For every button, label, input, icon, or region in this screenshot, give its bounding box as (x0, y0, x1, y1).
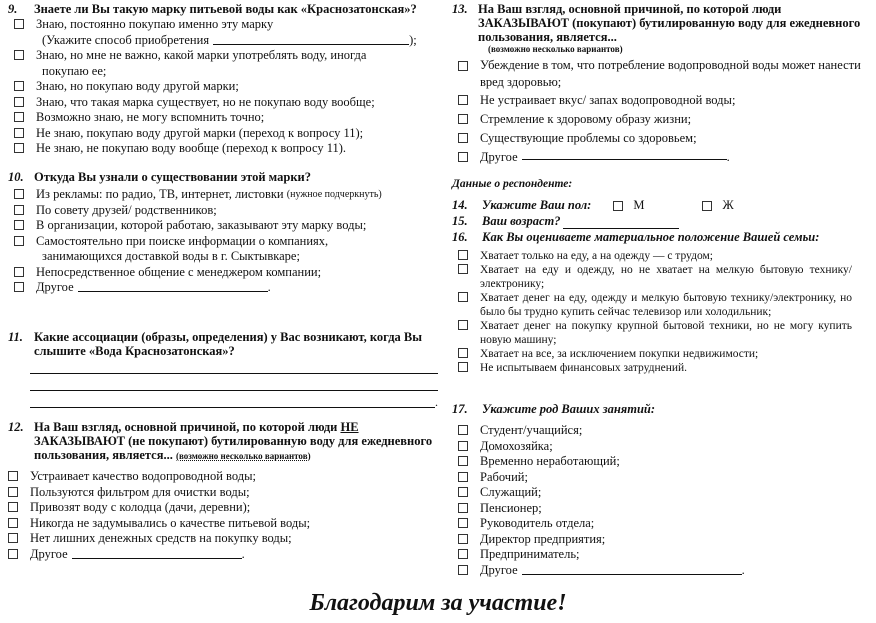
question-number: 10. (8, 170, 24, 184)
checkbox[interactable] (8, 518, 18, 528)
question-17 (452, 402, 852, 578)
question-number: 17. (452, 402, 468, 416)
checkbox-female[interactable] (702, 201, 712, 211)
answer-blank[interactable] (522, 563, 742, 575)
option[interactable]: Не знаю, не покупаю воду вообще (переход к вопросу 11). (8, 141, 438, 157)
option[interactable]: Знаю, но мне не важно, какой марки употреблять воду, иногда (8, 48, 438, 64)
question-title: Знаете ли Вы такую марку питьевой воды как «Краснозатонская»? (34, 2, 417, 16)
checkbox[interactable] (458, 348, 468, 358)
checkbox[interactable] (458, 487, 468, 497)
option[interactable]: Другое . (8, 280, 438, 296)
question-number: 15. (452, 214, 468, 228)
option[interactable]: Предприниматель; (452, 547, 852, 563)
option[interactable]: Знаю, что такая марка существует, но не покупаю воду вообще; (8, 95, 438, 111)
option[interactable]: Рабочий; (452, 470, 852, 486)
question-10: 10. Откуда Вы узнали о существовании этой марки? Из рекламы: по радио, ТВ, интернет, листовки (нужное подчеркнуть) По совету друзей/ родственников; В организации, которой работаю, заказывают эту марку воды; Самостоятельно при поиске информации о компаниях, занимающихся доставкой воды в г. Сыктывкаре; Непосредственное общение с менеджером компании; Другое . (8, 170, 438, 296)
option[interactable]: Пользуются фильтром для очистки воды; (2, 485, 438, 501)
checkbox[interactable] (8, 549, 18, 559)
checkbox[interactable] (14, 19, 24, 29)
checkbox[interactable] (14, 267, 24, 277)
checkbox[interactable] (14, 205, 24, 215)
checkbox[interactable] (14, 97, 24, 107)
question-title: На Ваш взгляд, основной причиной, по которой люди ЗАКАЗЫВАЮТ (покупают) бутилированную воду для ежедневного пользования, является... (478, 2, 861, 44)
question-title: Ваш возраст? (482, 214, 561, 228)
checkbox[interactable] (14, 112, 24, 122)
answer-line[interactable] (30, 378, 438, 391)
option[interactable]: Знаю, постоянно покупаю именно эту марку (8, 17, 438, 33)
question-11: 11. Какие ассоциации (образы, определения) у Вас возникают, когда Вы слышите «Вода Краснозатонская»? . (8, 330, 438, 409)
option[interactable]: Убеждение в том, что потребление водопроводной воды может нанести вред здоровью; (452, 57, 862, 91)
answer-blank[interactable] (213, 33, 409, 45)
option[interactable]: Не устраивает вкус/ запах водопроводной воды; (452, 91, 862, 110)
option[interactable]: Стремление к здоровому образу жизни; (452, 110, 862, 129)
question-16 (452, 230, 852, 375)
checkbox-male[interactable] (613, 201, 623, 211)
option[interactable]: Хватает на еду и одежду, но не хватает на мелкую бытовую технику/электронику; (452, 263, 852, 291)
option[interactable]: Из рекламы: по радио, ТВ, интернет, листовки (нужное подчеркнуть) (8, 187, 438, 203)
question-number: 14. (452, 198, 468, 212)
checkbox[interactable] (458, 534, 468, 544)
checkbox[interactable] (458, 292, 468, 302)
option[interactable]: Знаю, но покупаю воду другой марки; (8, 79, 438, 95)
option[interactable]: Существующие проблемы со здоровьем; (452, 129, 862, 148)
option[interactable]: Хватает денег на покупку крупной бытовой техники, но не могу купить новую машину; (452, 319, 852, 347)
option[interactable]: Хватает на все, за исключением покупки недвижимости; (452, 347, 852, 361)
answer-blank[interactable] (78, 280, 268, 292)
question-15 (452, 214, 679, 229)
note: (возможно несколько вариантов) (488, 44, 623, 54)
question-number: 13. (452, 2, 468, 16)
checkbox[interactable] (458, 61, 468, 71)
checkbox[interactable] (458, 549, 468, 559)
respondent-heading: Данные о респонденте: (452, 178, 573, 190)
checkbox[interactable] (458, 565, 468, 575)
option[interactable]: Руководитель отдела; (452, 516, 852, 532)
option[interactable]: Хватает денег на еду, одежду и мелкую бытовую технику/электронику, но было бы трудно купить сейчас телевизор или холодильник; (452, 291, 852, 319)
question-13 (452, 2, 862, 167)
checkbox[interactable] (458, 472, 468, 482)
answer-blank[interactable] (72, 547, 242, 559)
option[interactable]: Директор предприятия; (452, 532, 852, 548)
checkbox[interactable] (14, 236, 24, 246)
option[interactable]: Никогда не задумывались о качестве питьевой воды; (2, 516, 438, 532)
option[interactable]: Служащий; (452, 485, 852, 501)
answer-line[interactable] (30, 361, 438, 374)
question-number: 16. (452, 230, 468, 244)
question-9: 9. Знаете ли Вы такую марку питьевой воды как «Краснозатонская»? Знаю, постоянно покупаю именно эту марку (Укажите способ приобретения ); Знаю, но мне не важно, какой марки употреблять воду, иногда покупаю ее; Знаю, но покупаю воду другой марки; Знаю, что такая марка существует, но не покупаю воду вообще; Возможно знаю, не могу вспомнить точно; Не знаю, покупаю воду другой марки (переход к вопросу 11); Не знаю, не покупаю воду вообще (переход к вопросу 11). (8, 2, 438, 157)
question-number: 12. (8, 420, 24, 434)
checkbox[interactable] (458, 456, 468, 466)
checkbox[interactable] (14, 220, 24, 230)
option[interactable]: Непосредственное общение с менеджером компании; (8, 265, 438, 281)
thanks-footer: Благодарим за участие! (309, 590, 567, 616)
option[interactable]: Хватает только на еду, а на одежду — с трудом; (452, 249, 852, 263)
option[interactable]: Привозят воду с колодца (дачи, деревни); (2, 500, 438, 516)
note: (возможно несколько вариантов) (176, 451, 311, 461)
question-title: Как Вы оцениваете материальное положение Вашей семьи: (482, 230, 820, 244)
checkbox[interactable] (458, 441, 468, 451)
checkbox[interactable] (8, 502, 18, 512)
answer-blank[interactable] (522, 148, 727, 160)
question-title: Укажите Ваш пол: (482, 198, 592, 212)
checkbox[interactable] (458, 95, 468, 105)
option[interactable]: Нет лишних денежных средств на покупку воды; (2, 531, 438, 547)
option[interactable]: Устраивает качество водопроводной воды; (2, 469, 438, 485)
checkbox[interactable] (8, 487, 18, 497)
option[interactable]: Другое . (452, 563, 852, 579)
checkbox[interactable] (458, 133, 468, 143)
option[interactable]: Не знаю, покупаю воду другой марки (переход к вопросу 11); (8, 126, 438, 142)
question-14: 14. Укажите Ваш пол: М Ж (452, 198, 734, 212)
option[interactable]: Самостоятельно при поиске информации о компаниях, (8, 234, 438, 250)
checkbox[interactable] (458, 264, 468, 274)
option[interactable]: Другое . (452, 148, 862, 167)
option[interactable]: По совету друзей/ родственников; (8, 203, 438, 219)
answer-blank[interactable] (563, 217, 679, 229)
checkbox[interactable] (458, 320, 468, 330)
checkbox[interactable] (458, 518, 468, 528)
option[interactable]: В организации, которой работаю, заказывают эту марку воды; (8, 218, 438, 234)
question-12: 12. На Ваш взгляд, основной причиной, по которой люди НЕ ЗАКАЗЫВАЮТ (не покупают) бутилированную воду для ежедневного пользования, является... (возможно несколько вариантов) Устраивает качество водопроводной воды; Пользуются фильтром для очистки воды; Привозят воду с колодца (дачи, деревни); Никогда не задумывались о качестве питьевой воды; Нет лишних денежных средств на покупку воды; Другое . (8, 420, 438, 562)
checkbox[interactable] (458, 152, 468, 162)
checkbox[interactable] (458, 114, 468, 124)
option[interactable]: Пенсионер; (452, 501, 852, 517)
checkbox[interactable] (458, 503, 468, 513)
option[interactable]: Другое . (2, 547, 438, 563)
option[interactable]: Студент/учащийся; (452, 423, 852, 439)
question-title: Укажите род Ваших занятий: (482, 402, 656, 416)
checkbox[interactable] (14, 189, 24, 199)
question-number: 11. (8, 330, 23, 344)
option[interactable]: Домохозяйка; (452, 439, 852, 455)
question-number: 9. (8, 2, 18, 16)
checkbox[interactable] (14, 50, 24, 60)
checkbox[interactable] (14, 282, 24, 292)
option[interactable]: Возможно знаю, не могу вспомнить точно; (8, 110, 438, 126)
answer-line[interactable] (30, 395, 435, 408)
checkbox[interactable] (14, 81, 24, 91)
checkbox[interactable] (8, 471, 18, 481)
checkbox[interactable] (8, 533, 18, 543)
checkbox[interactable] (14, 143, 24, 153)
option[interactable]: Не испытываем финансовых затруднений. (452, 361, 852, 375)
checkbox[interactable] (458, 425, 468, 435)
checkbox[interactable] (14, 128, 24, 138)
question-title: Какие ассоциации (образы, определения) у Вас возникают, когда Вы слышите «Вода Краснозатонская»? (34, 330, 422, 358)
question-title: Откуда Вы узнали о существовании этой марки? (34, 170, 311, 184)
checkbox[interactable] (458, 250, 468, 260)
option[interactable]: Временно неработающий; (452, 454, 852, 470)
checkbox[interactable] (458, 362, 468, 372)
